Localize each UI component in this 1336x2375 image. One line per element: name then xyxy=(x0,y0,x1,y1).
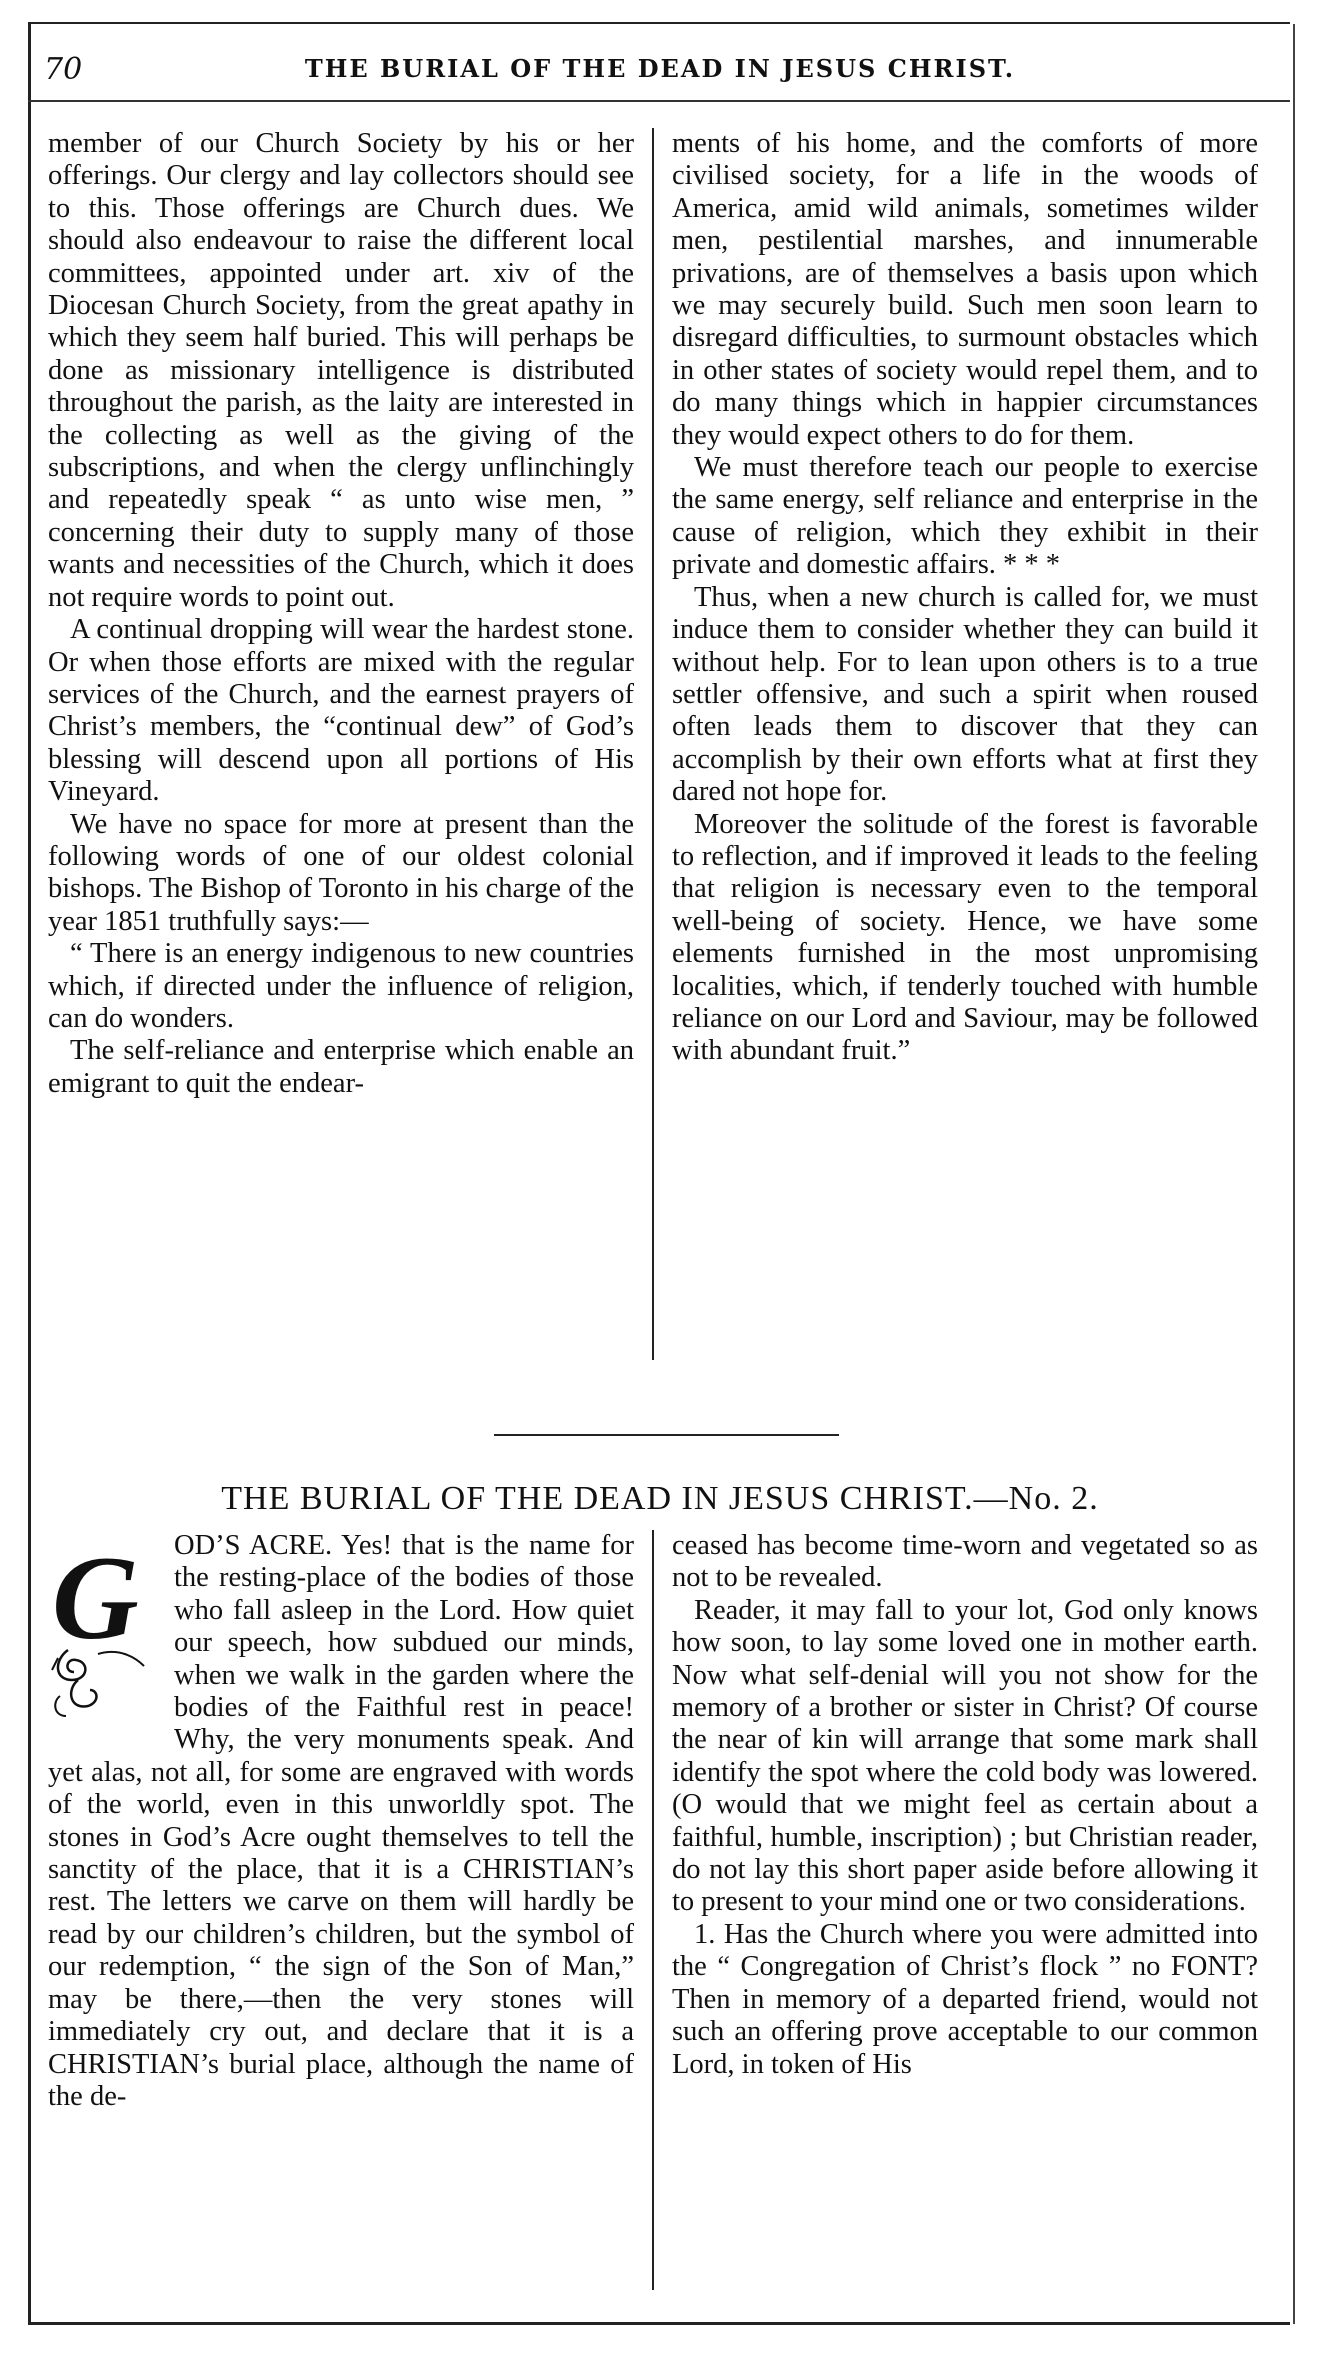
paragraph: 1. Has the Church where you were admitted into the “ Congregation of Christ’s flock ” no FONT? Then in memory of a departed friend, would not such an offering prove acceptable to our common Lord, in token of His xyxy=(672,1918,1258,2080)
paragraph: ceased has become time-worn and vegetated so as not to be revealed. xyxy=(672,1530,1258,1594)
paragraph: “ There is an energy indigenous to new countries which, if directed under the influence of religion, can do wonders. xyxy=(48,938,634,1034)
article-right-column xyxy=(672,1530,1258,2081)
section-separator-rule xyxy=(494,1434,839,1436)
column-divider xyxy=(652,1530,654,2290)
column-divider xyxy=(652,128,654,1360)
ornamental-dropcap-icon xyxy=(48,1530,160,1726)
article-title: THE BURIAL OF THE DEAD IN JESUS CHRIST.—No. 2. xyxy=(221,1480,1099,1517)
running-head: THE BURIAL OF THE DEAD IN JESUS CHRIST. xyxy=(304,54,1016,83)
paragraph: Moreover the solitude of the forest is favorable to reflection, and if improved it leads to the feeling that religion is necessary even to the temporal well-being of society. Hence, we have some elements furnished in the most unpromising localities, which, if tenderly touched with humble reliance on our Lord and Saviour, may be followed with abundant fruit.” xyxy=(672,808,1258,1067)
dropcap-letter: G xyxy=(52,1531,139,1664)
paragraph: Thus, when a new church is called for, we must induce them to consider whether they can build it without help. For to lean upon others is to a true settler offensive, and such a spirit when roused often leads them to discover that they can accomplish by their own efforts what at first they dared not hope for. xyxy=(672,581,1258,808)
paragraph: We have no space for more at present than the following words of one of our oldest colonial bishops. The Bishop of Toronto in his charge of the year 1851 truthfully says:— xyxy=(48,808,634,937)
paragraph: The self-reliance and enterprise which enable an emigrant to quit the endear- xyxy=(48,1035,634,1099)
top-right-column xyxy=(672,128,1258,1068)
paragraph: OD’S ACRE. Yes! that is the name for the resting-place of the bodies of those who fall asleep in the Lord. How quiet our speech, how subdued our minds, when we walk in the garden where the bodies of the Faithful rest in peace! Why, the very monuments speak. And yet alas, not all, for some are engraved with words of the world, even in this unworldly spot. The stones in God’s Acre ought themselves to tell the sanctity of the place, that it is a CHRISTIAN’s rest. The letters we carve on them will hardly be read by our children’s children, but the symbol of our redemption, “ the sign of the Son of Man,” may be there,—then the very stones will immediately cry out, and declare that it is a CHRISTIAN’s burial place, although the name of the de- xyxy=(48,1530,634,2112)
paragraph: ments of his home, and the comforts of more civilised society, for a life in the woods of America, amid wild animals, sometimes wilder men, pestilential marshes, and innumerable privations, are of themselves a basis upon which we may securely build. Such men soon learn to disregard difficulties, to surmount obstacles which in other states of society would repel them, and to do many things which in happier circumstances they would expect others to do for them. xyxy=(672,128,1258,451)
paragraph: member of our Church Society by his or her offerings. Our clergy and lay collectors should see to this. Those offerings are Church dues. We should also endeavour to raise the different local committees, appointed under art. xiv of the Diocesan Church Society, from the great apathy in which they seem half buried. This will perhaps be done as missionary intelligence is distributed throughout the parish, as the laity are interested in the collecting as well as the giving of the subscriptions, and when the clergy unflinchingly and repeatedly speak “ as unto wise men, ” concerning their duty to supply many of those wants and necessities of the Church, which it does not require words to point out. xyxy=(48,128,634,613)
paragraph: A continual dropping will wear the hardest stone. Or when those efforts are mixed with the regular services of the Church, and the earnest prayers of Christ’s members, the “continual dew” of God’s blessing will descend upon all portions of His Vineyard. xyxy=(48,614,634,808)
top-left-column xyxy=(48,128,634,1100)
bottom-border-rule xyxy=(28,2322,1290,2325)
paragraph: Reader, it may fall to your lot, God only knows how soon, to lay some loved one in mother earth. Now what self-denial will you not show for the memory of a brother or sister in Christ? Of course the near of kin will arrange that some mark shall identify the spot where the cold body was lowered. (O would that we might feel as certain about a faithful, humble, inscription) ; but Christian reader, do not lay this short paper aside before allowing it to present to your mind one or two considerations. xyxy=(672,1594,1258,1918)
page-number: 70 xyxy=(44,52,83,87)
article-left-column xyxy=(48,1530,634,2113)
paragraph: We must therefore teach our people to exercise the same energy, self reliance and enterprise in the cause of religion, which they exhibit in their private and domestic affairs. * * * xyxy=(672,452,1258,581)
header-rule xyxy=(28,100,1290,102)
